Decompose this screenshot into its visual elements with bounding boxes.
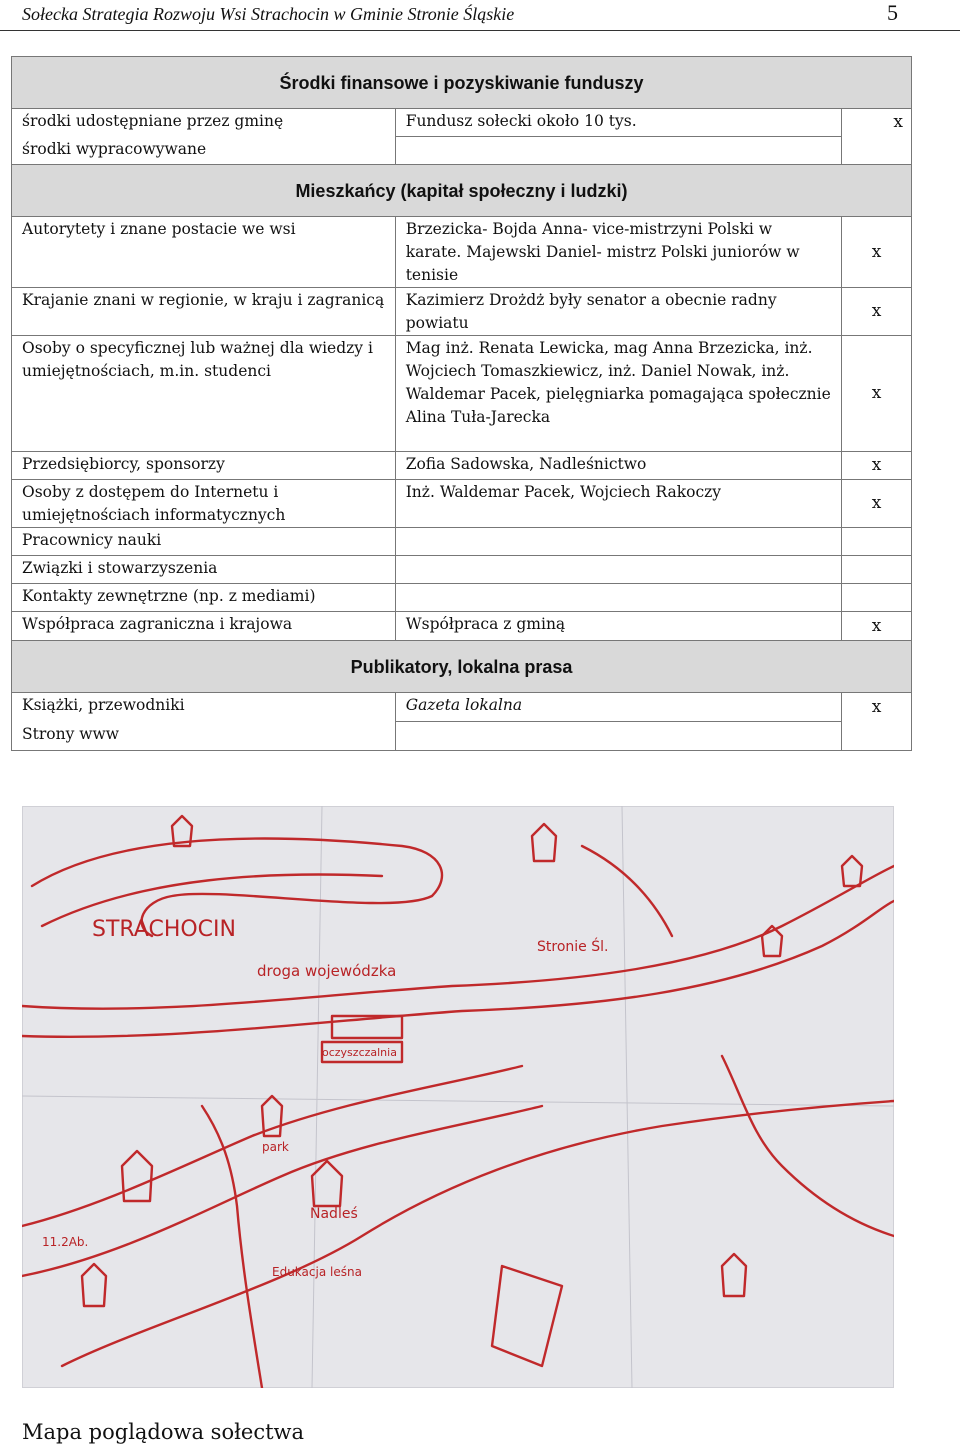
page-number: 5 [887, 0, 898, 25]
row-mark: x [842, 480, 912, 528]
section-row [12, 57, 912, 109]
table-row [12, 217, 912, 288]
row-value: Współpraca z gminą [395, 612, 841, 641]
row-mark: x [842, 612, 912, 641]
row-label: Współpraca zagraniczna i krajowa [12, 612, 396, 641]
row-label: Kontakty zewnętrzne (np. z mediami) [12, 584, 396, 612]
row-value [395, 556, 841, 584]
row-value [395, 137, 841, 165]
row-mark [842, 556, 912, 584]
table-row [12, 584, 912, 612]
table-row [12, 288, 912, 336]
table-row [12, 722, 912, 751]
row-mark [842, 528, 912, 556]
row-label: Książki, przewodniki [12, 693, 396, 722]
row-label: Osoby o specyficznej lub ważnej dla wiedzy i umiejętnościach, m.in. studenci [12, 336, 396, 452]
row-label: Autorytety i znane postacie we wsi [12, 217, 396, 288]
row-mark: x [842, 217, 912, 288]
row-label: środki udostępniane przez gminę [12, 109, 396, 137]
row-mark: x [842, 336, 912, 452]
row-mark [842, 584, 912, 612]
map-sketch [22, 806, 894, 1388]
map-label-road: droga wojewódzka [257, 962, 397, 980]
row-value: Inż. Waldemar Pacek, Wojciech Rakoczy [395, 480, 841, 528]
row-value: Brzezicka- Bojda Anna- vice-mistrzyni Polski w karate. Majewski Daniel- mistrz Polski juniorów w tenisie [395, 217, 841, 288]
row-mark [842, 137, 912, 165]
section-title-residents: Mieszkańcy (kapitał społeczny i ludzki) [12, 165, 912, 217]
section-title-publishers: Publikatory, lokalna prasa [12, 641, 912, 693]
table-row [12, 109, 912, 137]
row-value [395, 722, 841, 751]
row-mark: x [842, 288, 912, 336]
row-mark: x [842, 452, 912, 480]
row-label: Strony www [12, 722, 396, 751]
row-label: Osoby z dostępem do Internetu i umiejętnościach informatycznych [12, 480, 396, 528]
table-row [12, 452, 912, 480]
section-title-finance: Środki finansowe i pozyskiwanie funduszy [12, 57, 912, 109]
table-row [12, 556, 912, 584]
row-value: Kazimierz Drożdż były senator a obecnie radny powiatu [395, 288, 841, 336]
map-label-treatment: oczyszczalnia [322, 1046, 397, 1059]
row-label: Krajanie znani w regionie, w kraju i zagranicą [12, 288, 396, 336]
map-label-stronie: Stronie Śl. [537, 939, 609, 955]
row-value: Mag inż. Renata Lewicka, mag Anna Brzezicka, inż. Wojciech Tomaszkiewicz, inż. Daniel Nowak, inż. Waldemar Pacek, pielęgniarka pomagająca społecznie Alina Tuła-Jarecka [395, 336, 841, 452]
row-label: Przedsiębiorcy, sponsorzy [12, 452, 396, 480]
document-title: Sołecka Strategia Rozwoju Wsi Strachocin w Gminie Stronie Śląskie [22, 4, 515, 24]
table-row [12, 137, 912, 165]
map-label-park: park [262, 1140, 289, 1154]
row-value: Zofia Sadowska, Nadleśnictwo [395, 452, 841, 480]
table-row [12, 528, 912, 556]
map-label-note: 11.2Ab. [42, 1235, 89, 1249]
section-row [12, 641, 912, 693]
row-label: Związki i stowarzyszenia [12, 556, 396, 584]
row-value: Fundusz sołecki około 10 tys. [395, 109, 841, 137]
row-mark: x [842, 693, 912, 722]
map-label-forest-education: Edukacja leśna [272, 1265, 362, 1279]
section-row [12, 165, 912, 217]
map-caption: Mapa poglądowa sołectwa [22, 1420, 305, 1444]
table-row [12, 612, 912, 641]
row-label: środki wypracowywane [12, 137, 396, 165]
row-value [395, 528, 841, 556]
resources-table [11, 56, 912, 751]
page-header [0, 0, 960, 31]
table-row [12, 336, 912, 452]
row-value: Gazeta lokalna [395, 693, 841, 722]
row-value [395, 584, 841, 612]
row-label: Pracownicy nauki [12, 528, 396, 556]
table-row [12, 693, 912, 722]
map-label-forestry: Nadleś [310, 1206, 358, 1222]
table-row [12, 480, 912, 528]
row-mark [842, 722, 912, 751]
row-mark: x [842, 109, 912, 137]
hand-drawn-map-photo [22, 806, 894, 1388]
map-label-village: STRACHOCIN [92, 917, 236, 942]
